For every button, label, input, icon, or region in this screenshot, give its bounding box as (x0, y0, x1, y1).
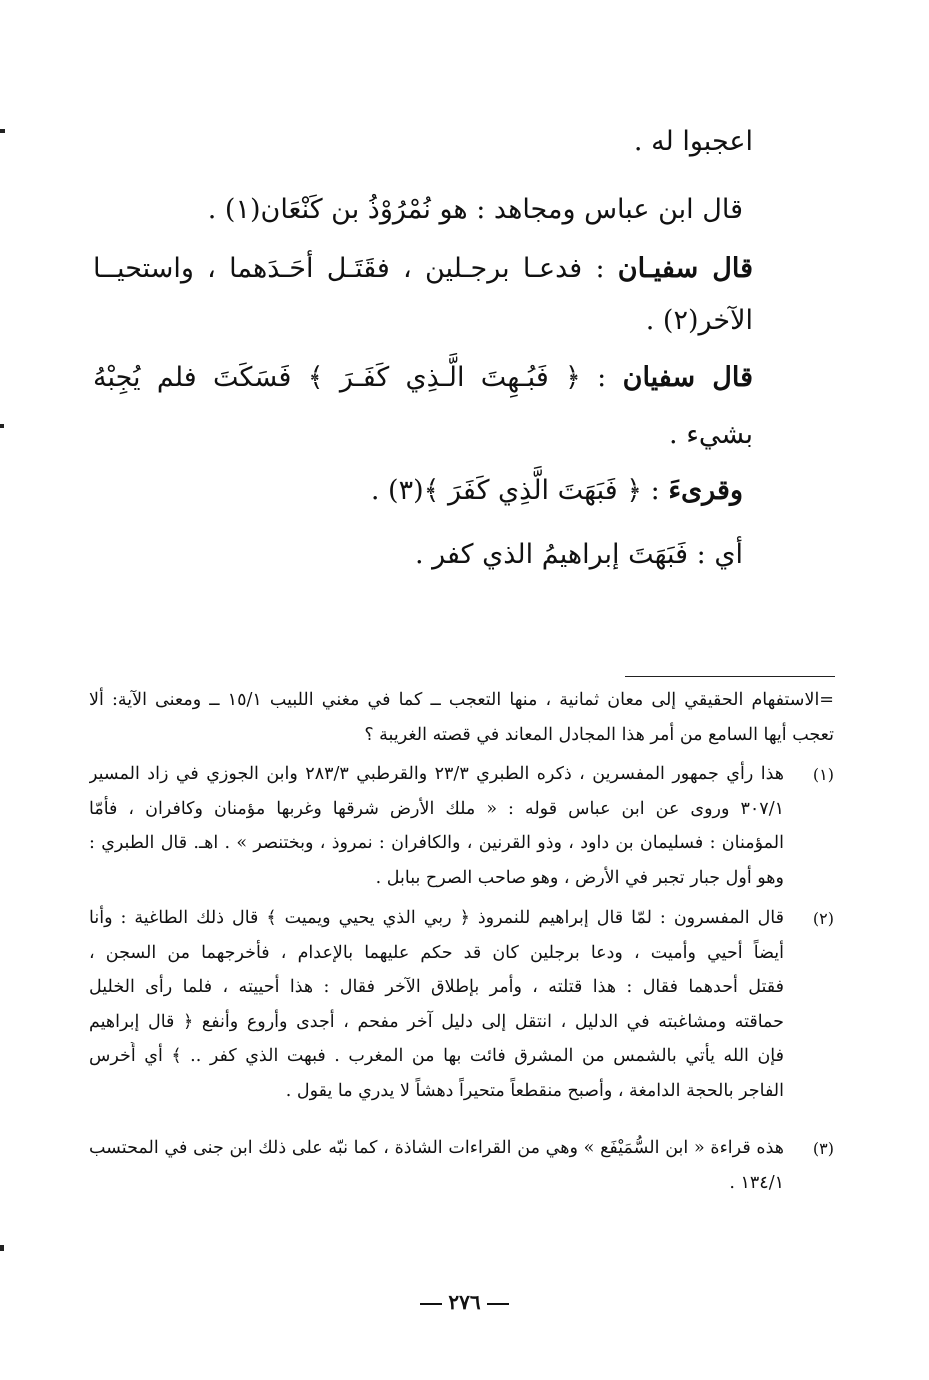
footnote-line: المؤمنان : فسليمان بن داود ، وذو القرنين ، والكافران : نمروذ ، وبختنصر » . اهـ. قال الطبري : (89, 833, 784, 853)
dash-decoration (487, 1303, 509, 1305)
footnote-number: (٣) (812, 1139, 834, 1158)
main-line-3-text: : فدعـا برجـلين ، فقَتَـل أحَـدَهما ، واستحيــا (93, 253, 605, 284)
scan-mark-bottom (0, 1245, 4, 1251)
scan-mark-middle (0, 424, 4, 428)
footnote-body (89, 686, 834, 755)
footnote-line: تعجب أيها السامع من أمر هذا المجادل المعاند في قصته الغريبة ؟ (364, 724, 834, 745)
footnote-line: هذه قراءة « ابن السُّمَيْفَع » وهي من القراءات الشاذة ، كما نبّه على ذلك ابن جنى في المحتسب (89, 1138, 784, 1158)
main-line-8: أي : فَبَهَتَ إبراهيمُ الذي كفر . (414, 539, 743, 570)
footnote-number: (١) (812, 765, 834, 784)
main-line-6: بشيء . (669, 419, 753, 450)
footnotes (89, 686, 834, 1226)
footnote-separator (625, 676, 835, 677)
footnote-line: فقتل أحدهما فقال : هذا قتلته ، وأمر بإطلاق الآخر فقال : هذا أحييته ، فلما رأى الخليل (89, 977, 784, 997)
footnote-body (89, 1134, 784, 1203)
scan-mark-top (0, 129, 5, 133)
footnote-number: (٢) (812, 909, 834, 928)
footnote-line: ٣٠٧/١ وروى عن ابن عباس قوله : « ملك الأرض شرقها وغربها مؤمنان وكافران ، فأمّا (89, 798, 784, 819)
footnote-line: وهو أول جبار تجبر في الأرض ، وهو صاحب الصرح ببابل . (375, 867, 784, 888)
footnote-line: ١٣٤/١ . (729, 1172, 784, 1193)
footnote-line: =الاستفهام الحقيقي إلى معان ثمانية ، منها التعجب ــ كما في مغني اللبيب ١٥/١ ــ ومعنى الآية: ألا (89, 690, 834, 710)
main-line-7-text: : ﴿ فَبَهَتَ الَّذِي كَفَرَ ﴾(٣) . (370, 475, 660, 506)
main-line-7 (93, 471, 743, 511)
footnote-body (89, 760, 784, 898)
page-number (0, 1290, 929, 1314)
footnote-line: قال المفسرون : لمّا قال إبراهيم للنمروذ ﴿ ربي الذي يحيي ويميت ﴾ قال ذلك الطاغية : وأنا (89, 908, 784, 928)
main-line-3 (93, 249, 753, 289)
main-line-1: اعجبوا له . (633, 126, 753, 157)
footnote-line: أيضاً أحيي وأميت ، ودعا برجلين كان قد حكم عليهما بالإعدام ، فأخرجهما من السجن ، (89, 942, 784, 963)
footnote-body (89, 904, 784, 1111)
main-line-4: الآخر(٢) . (645, 305, 753, 336)
main-text (93, 0, 753, 620)
footnote-line: هذا رأي جمهور المفسرين ، ذكره الطبري ٢٣/٣ والقرطبي ٢٨٣/٣ وابن الجوزي في زاد المسير (89, 764, 784, 784)
footnote-line: الفاجر بالحجة الدامغة ، وأصبح منقطعاً متحيراً دهشاً لا يدري ما يقول . (285, 1080, 784, 1101)
dash-decoration (420, 1303, 442, 1305)
reading-label: وقرىءَ (668, 475, 743, 506)
main-line-5 (93, 358, 753, 398)
speaker-label: قال سفيان (622, 362, 753, 393)
main-line-2: قال ابن عباس ومجاهد : هو نُمْرُوْذُ بن كَنْعَان(١) . (207, 194, 743, 225)
page-number-text: ٢٧٦ (448, 1290, 481, 1314)
main-line-5-text: : ﴿ فَبُـهِتَ الَّـذِي كَفَـرَ ﴾ فَسَكَتَ فلم يُجِبْهُ (93, 362, 607, 393)
footnote-line: حماقته ومشاغبته في الدليل ، انتقل إلى دليل آخر مفحم ، أجدى وأروع وأنفع ﴿ قال إبراهيم (89, 1011, 784, 1032)
footnote-line: فإن الله يأتي بالشمس من المشرق فائت بها من المغرب . فبهت الذي كفر .. ﴾ أي أُخرس (89, 1046, 784, 1066)
speaker-label: قال سفيـان (617, 253, 753, 284)
